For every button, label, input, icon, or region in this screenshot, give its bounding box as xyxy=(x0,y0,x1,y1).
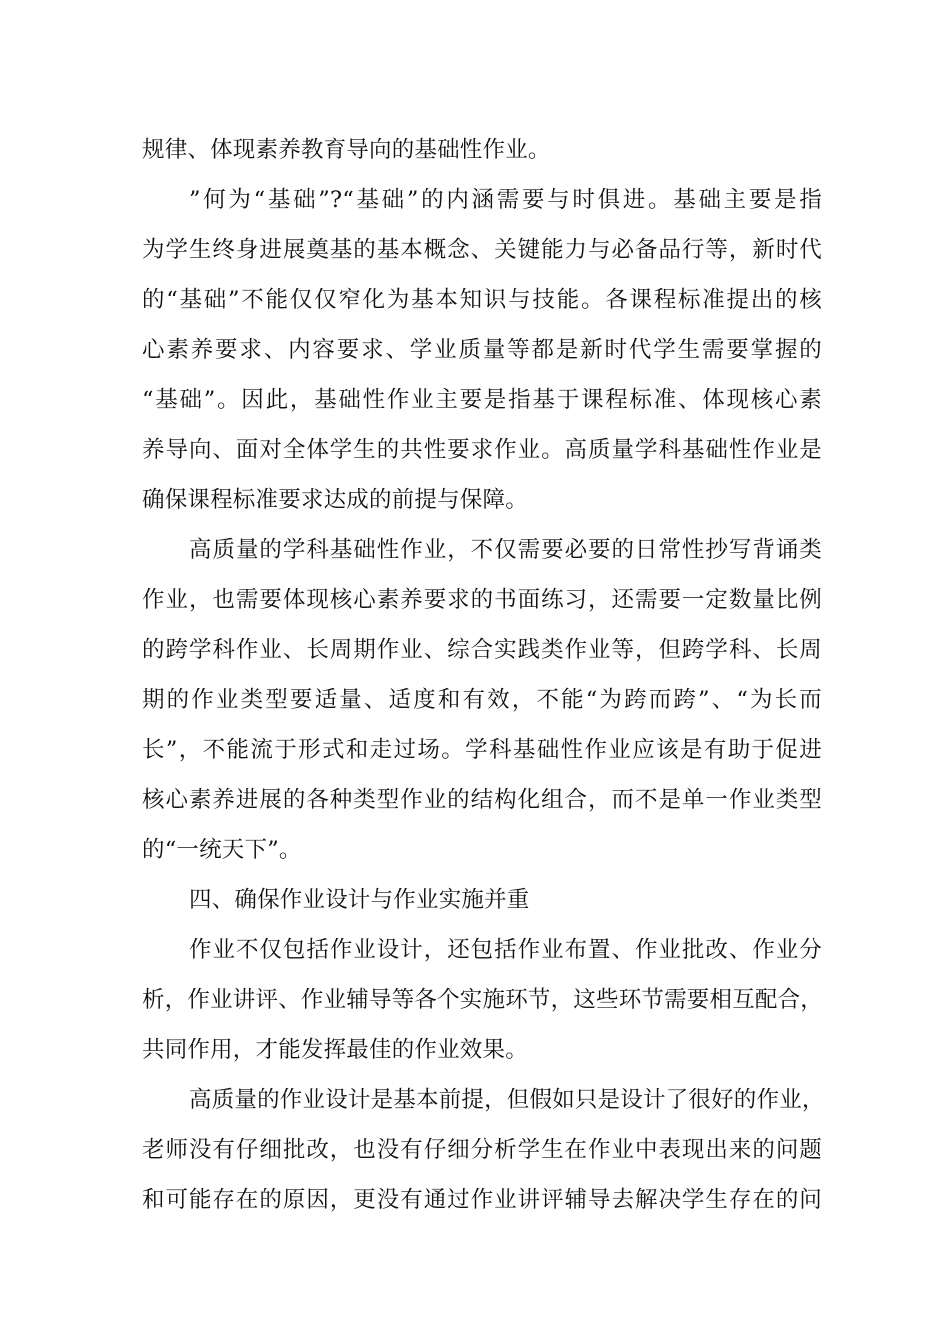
text-line: 为学生终身进展奠基的基本概念、关键能力与必备品行等，新时代 xyxy=(142,237,822,263)
text-line: 作业，也需要体现核心素养要求的书面练习，还需要一定数量比例 xyxy=(142,587,822,613)
text-line: 心素养要求、内容要求、学业质量等都是新时代学生需要掌握的 xyxy=(142,337,822,363)
text-line: 共同作用，才能发挥最佳的作业效果。 xyxy=(142,1037,528,1063)
text-line: 的跨学科作业、长周期作业、综合实践类作业等，但跨学科、长周 xyxy=(142,637,822,663)
paragraph-first-line: 作业不仅包括作业设计，还包括作业布置、作业批改、作业分 xyxy=(189,937,822,963)
text-line: 确保课程标准要求达成的前提与保障。 xyxy=(142,487,528,513)
text-line: 析，作业讲评、作业辅导等各个实施环节，这些环节需要相互配合， xyxy=(142,987,824,1013)
section-heading: 四、确保作业设计与作业实施并重 xyxy=(189,887,530,913)
text-line: 的“基础”不能仅仅窄化为基本知识与技能。各课程标准提出的核 xyxy=(142,287,822,313)
text-line: 养导向、面对全体学生的共性要求作业。高质量学科基础性作业是 xyxy=(142,437,822,463)
text-line: 的“一统天下”。 xyxy=(142,837,302,863)
paragraph-first-line: ”何为“基础”?“基础”的内涵需要与时俱进。基础主要是指 xyxy=(189,187,822,213)
text-line: 老师没有仔细批改，也没有仔细分析学生在作业中表现出来的问题 xyxy=(142,1137,822,1163)
text-line: 期的作业类型要适量、适度和有效，不能“为跨而跨”、“为长而 xyxy=(142,687,822,713)
text-line: 和可能存在的原因，更没有通过作业讲评辅导去解决学生存在的问 xyxy=(142,1187,822,1213)
paragraph-first-line: 高质量的作业设计是基本前提，但假如只是设计了很好的作业， xyxy=(189,1087,825,1113)
paragraph-first-line: 高质量的学科基础性作业，不仅需要必要的日常性抄写背诵类 xyxy=(189,537,822,563)
text-line: 核心素养进展的各种类型作业的结构化组合，而不是单一作业类型 xyxy=(142,787,822,813)
text-line: 长”，不能流于形式和走过场。学科基础性作业应该是有助于促进 xyxy=(142,737,822,763)
text-line: “基础”。因此，基础性作业主要是指基于课程标准、体现核心素 xyxy=(142,387,822,413)
text-line: 规律、体现素养教育导向的基础性作业。 xyxy=(142,137,551,163)
